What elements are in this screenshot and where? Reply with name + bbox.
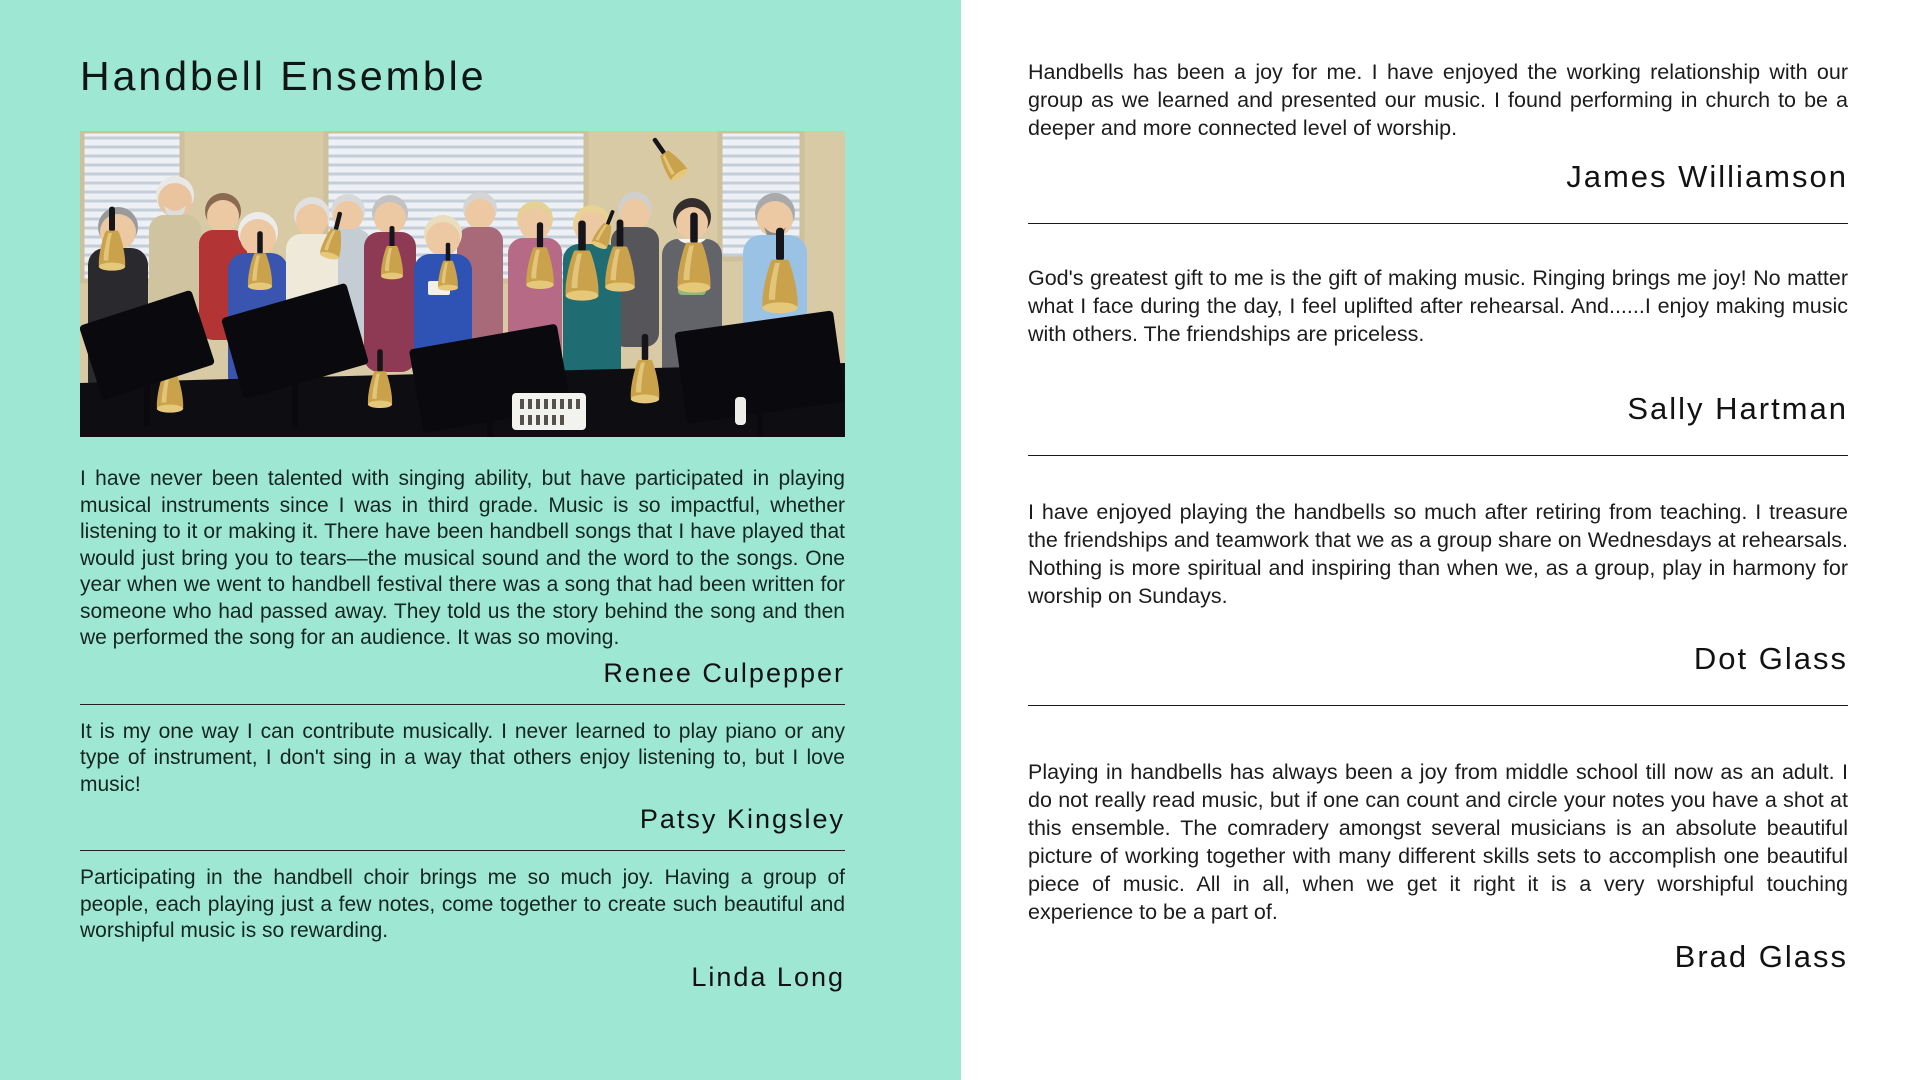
right-page bbox=[961, 0, 1920, 1080]
ensemble-photo-illustration bbox=[80, 131, 845, 437]
testimonial bbox=[80, 466, 845, 690]
testimonial-text: It is my one way I can contribute musically. I never learned to play piano or any type of instrument, I don't sing in a way that others enjoy listening to, but I love music! bbox=[80, 719, 845, 796]
testimonial-text: Playing in handbells has always been a joy from middle school till now as an adult. I do not really read music, but if one can count and circle your notes you have a shot at this ensemble. The comradery amongst several musicians is an absolute beautiful picture of working together with many different skills sets to accomplish one beautiful piece of music. All in all, when we get it right it is a very worshipful touching experience to be a part of. bbox=[1028, 760, 1848, 924]
divider bbox=[80, 850, 845, 851]
testimonial bbox=[1028, 58, 1848, 196]
divider bbox=[1028, 223, 1848, 224]
testimonial-author: Renee Culpepper bbox=[603, 657, 845, 688]
testimonial-text: God's greatest gift to me is the gift of making music. Ringing brings me joy! No matter what I face during the day, I feel uplifted after rehearsal. And......I enjoy making music with others. The friendships are priceless. bbox=[1028, 266, 1848, 346]
testimonial-text: I have never been talented with singing ability, but have participated in playing musical instruments since I was in third grade. Music is so impactful, whether listening to it or making it. There have been handbell songs that I have played that would just bring you to tears—the musical sound and the word to the songs. One year when we went to handbell festival there was a song that had been written for someone who had passed away. They told us the story behind the song and then we performed the song for an audience. It was so moving. bbox=[80, 467, 845, 649]
testimonial-author: James Williamson bbox=[1566, 159, 1848, 194]
testimonial-author: Dot Glass bbox=[1693, 641, 1848, 676]
testimonial-author: Brad Glass bbox=[1674, 939, 1848, 974]
testimonial bbox=[1028, 498, 1848, 678]
ensemble-photo bbox=[80, 131, 845, 437]
testimonial bbox=[80, 865, 845, 994]
divider bbox=[1028, 455, 1848, 456]
page-title: Handbell Ensemble bbox=[80, 53, 487, 99]
testimonial-text: Participating in the handbell choir brings me so much joy. Having a group of people, each playing just a few notes, come together to create such beautiful and worshipful music is so rewarding. bbox=[80, 866, 845, 942]
testimonial bbox=[1028, 264, 1848, 428]
testimonial bbox=[80, 719, 845, 837]
divider bbox=[1028, 705, 1848, 706]
testimonial-text: Handbells has been a joy for me. I have enjoyed the working relationship with our group as we learned and presented our music. I found performing in church to be a deeper and more connected level of worship. bbox=[1028, 60, 1848, 140]
testimonial bbox=[1028, 758, 1848, 976]
testimonial-text: I have enjoyed playing the handbells so much after retiring from teaching. I treasure the friendships and teamwork that we as a group share on Wednesdays at rehearsals. Nothing is more spiritual and inspiring than when we, as a group, play in harmony for worship on Sundays. bbox=[1028, 500, 1848, 608]
testimonial-author: Sally Hartman bbox=[1627, 391, 1848, 426]
testimonial-author: Linda Long bbox=[691, 961, 845, 992]
testimonial-author: Patsy Kingsley bbox=[639, 804, 845, 834]
divider bbox=[80, 704, 845, 705]
